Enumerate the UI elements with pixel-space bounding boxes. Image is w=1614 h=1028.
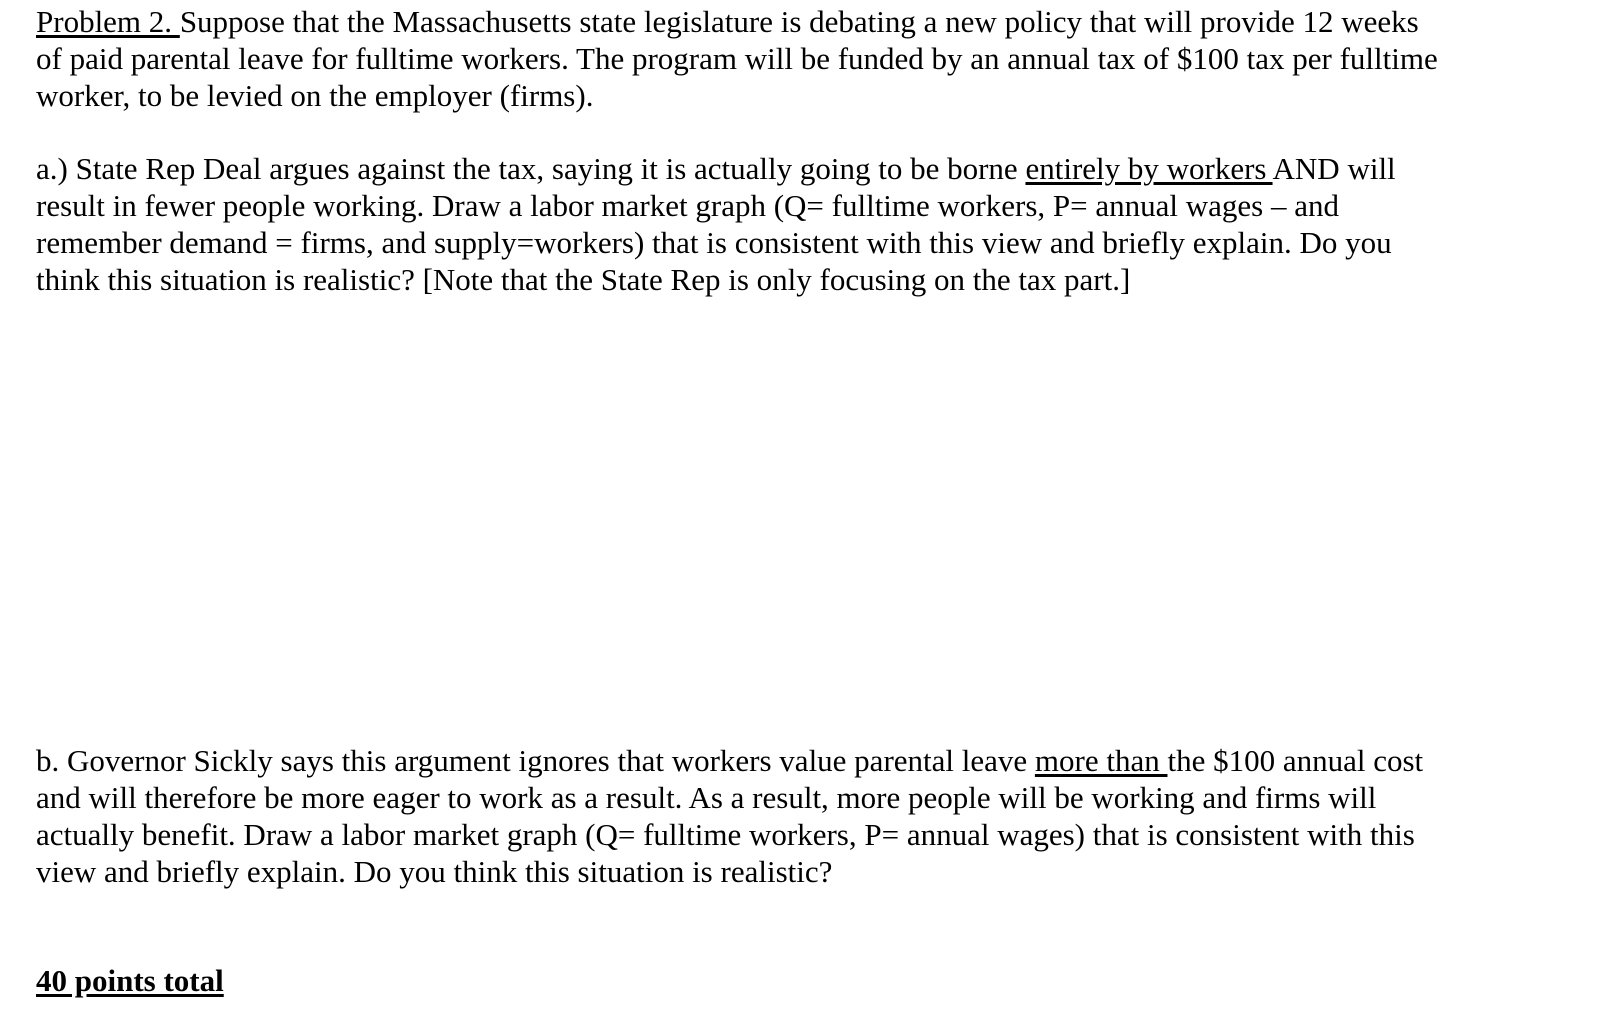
part-b-line-4: view and briefly explain. Do you think this situation is realistic? <box>36 854 833 889</box>
problem-line-1-text: Suppose that the Massachusetts state legislature is debating a new policy that will provide 12 weeks <box>179 4 1419 39</box>
problem-label: Problem 2. <box>36 4 180 39</box>
problem-statement <box>36 3 1596 114</box>
part-a-line-4: think this situation is realistic? [Note that the State Rep is only focusing on the tax part.] <box>36 262 1131 297</box>
part-a-line-1 <box>36 150 1596 187</box>
problem-line-1 <box>36 3 1596 40</box>
part-b-line-1-before: b. Governor Sickly says this argument ignores that workers value parental leave <box>36 743 1035 778</box>
part-a-line-3: remember demand = firms, and supply=workers) that is consistent with this view and briefly explain. Do you <box>36 225 1392 260</box>
part-b-line-1 <box>36 742 1596 779</box>
part-b-line-2: and will therefore be more eager to work as a result. As a result, more people will be working and firms will <box>36 780 1377 815</box>
part-a-line-1-before: a.) State Rep Deal argues against the tax, saying it is actually going to be borne <box>36 151 1026 186</box>
problem-line-3: worker, to be levied on the employer (firms). <box>36 78 594 113</box>
part-b-line-1-after: the $100 annual cost <box>1167 743 1424 778</box>
part-a-emphasis: entirely by workers <box>1025 151 1273 186</box>
part-b-emphasis: more than <box>1034 743 1168 778</box>
part-a-question <box>36 150 1596 298</box>
part-a-line-1-after: AND will <box>1272 151 1396 186</box>
problem-line-2: of paid parental leave for fulltime workers. The program will be funded by an annual tax of $100 tax per fulltime <box>36 41 1438 76</box>
part-a-answer-space <box>36 300 1536 730</box>
points-total-text: 40 points total <box>36 963 224 998</box>
points-total <box>36 962 1596 999</box>
part-b-question <box>36 742 1596 890</box>
part-a-line-2: result in fewer people working. Draw a labor market graph (Q= fulltime workers, P= annual wages – and <box>36 188 1339 223</box>
part-b-line-3: actually benefit. Draw a labor market graph (Q= fulltime workers, P= annual wages) that is consistent with this <box>36 817 1415 852</box>
